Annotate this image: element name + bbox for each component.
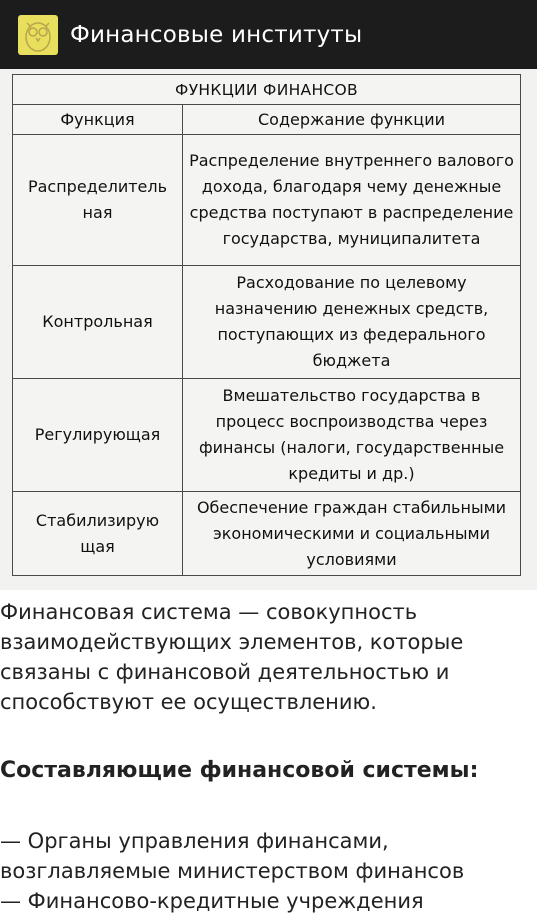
section-heading: Составляющие финансовой системы: bbox=[0, 758, 479, 783]
table-title-row bbox=[13, 75, 521, 105]
app-bar bbox=[0, 0, 537, 69]
article-content[interactable] bbox=[0, 69, 537, 919]
function-content-cell: Вмешательство государства в процесс воспроизводства через финансы (налоги, государственные кредиты и др.) bbox=[183, 379, 521, 492]
function-name-cell: Регулирующая bbox=[13, 379, 183, 492]
function-name-cell: Контрольная bbox=[13, 266, 183, 379]
financial-system-definition: Финансовая система — совокупность взаимодействующих элементов, которые связаны с финансовой деятельностью и способствуют ее осуществлению. bbox=[0, 600, 464, 714]
table-row bbox=[13, 492, 521, 576]
owl-icon-graphic bbox=[21, 17, 55, 53]
column-header-function: Функция bbox=[13, 105, 183, 135]
table-row bbox=[13, 135, 521, 266]
owl-icon[interactable] bbox=[18, 15, 58, 55]
table-header-row bbox=[13, 105, 521, 135]
column-header-content: Содержание функции bbox=[183, 105, 521, 135]
table-row bbox=[13, 266, 521, 379]
table-row bbox=[13, 379, 521, 492]
function-content-cell: Обеспечение граждан стабильными экономическими и социальными условиями bbox=[183, 492, 521, 576]
finance-functions-table-image bbox=[0, 69, 537, 590]
function-content-cell: Расходование по целевому назначению денежных средств, поступающих из федерального бюджета bbox=[183, 266, 521, 379]
finance-functions-table bbox=[12, 74, 521, 576]
app-title: Финансовые институты bbox=[70, 21, 363, 48]
function-name-cell: Стабилизирую щая bbox=[13, 492, 183, 576]
function-content-cell: Распределение внутреннего валового дохода, благодаря чему денежные средства поступают в распределение государства, муниципалитета bbox=[183, 135, 521, 266]
table-title: ФУНКЦИИ ФИНАНСОВ bbox=[13, 75, 521, 105]
function-name-cell: Распределитель ная bbox=[13, 135, 183, 266]
financial-system-components: — Органы управления финансами, возглавляемые министерством финансов — Финансово-кредитные учреждения bbox=[0, 829, 465, 913]
